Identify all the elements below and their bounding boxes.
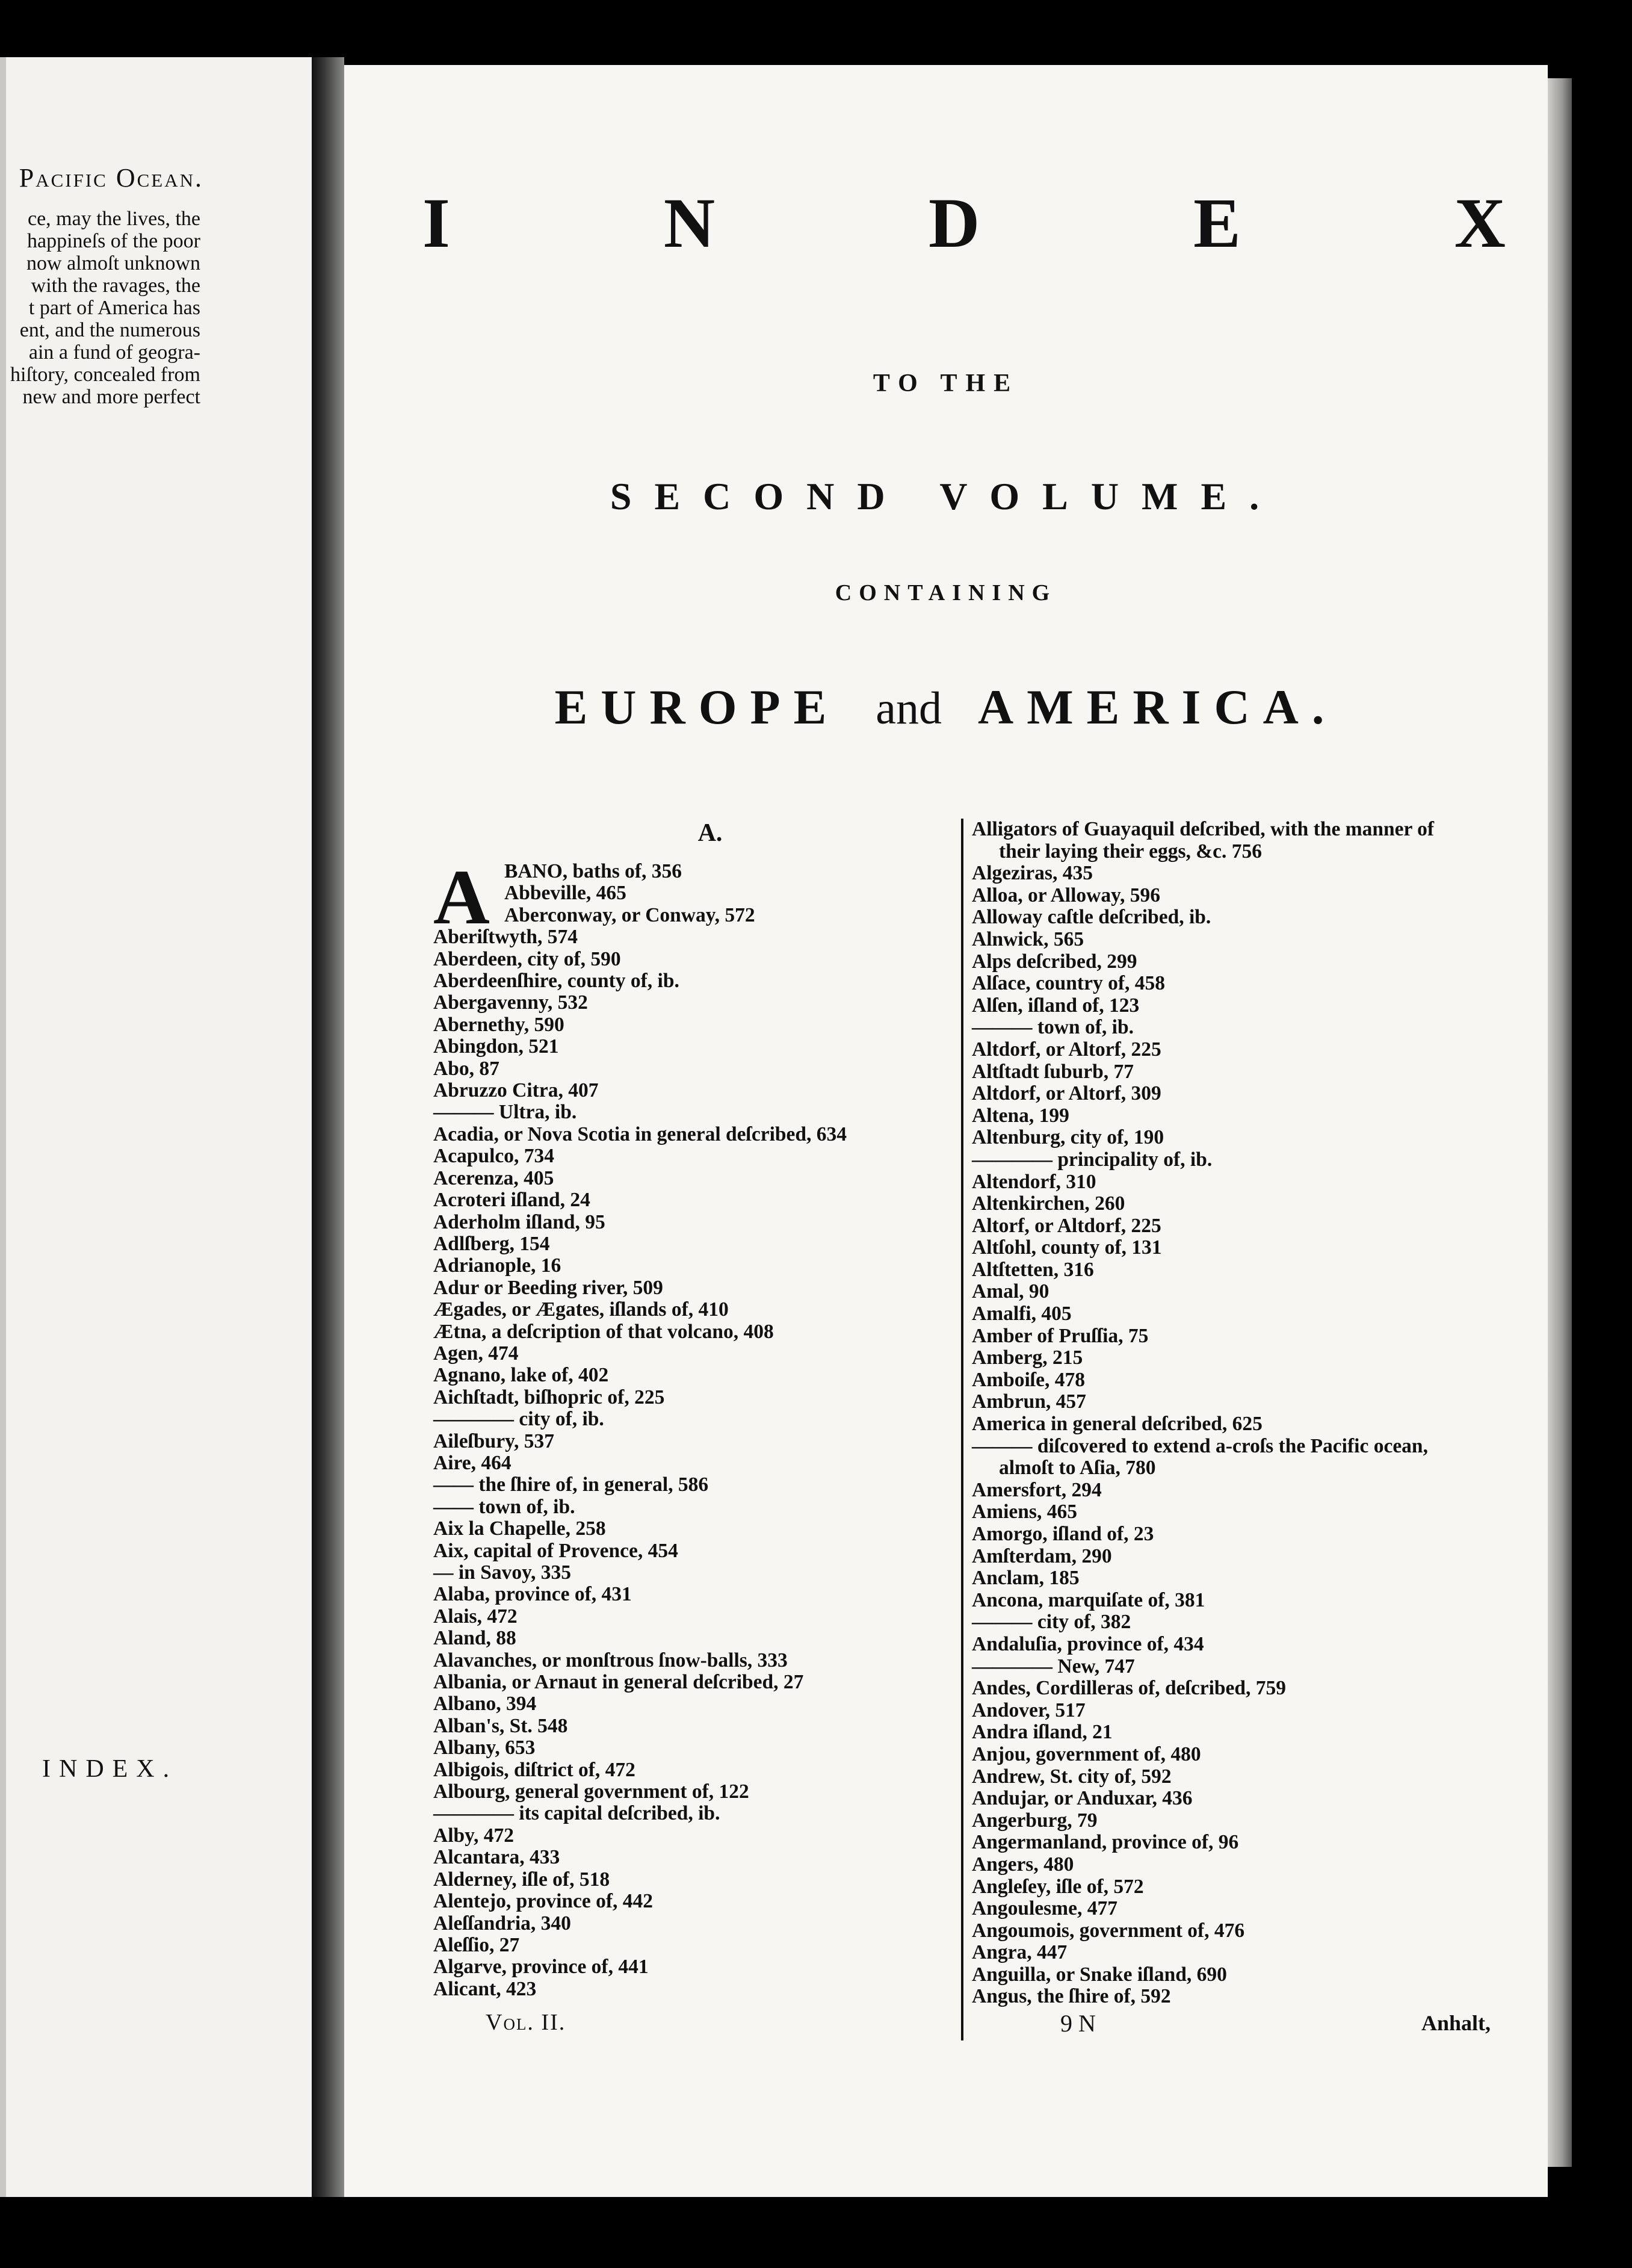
text-line: hiſtory, concealed from: [10, 364, 200, 386]
index-entry: Aileſbury, 537: [433, 1430, 555, 1452]
text-line: new and more perfect: [22, 386, 200, 408]
index-entry: ———— New, 747: [972, 1655, 1135, 1678]
index-entry: Altſohl, county of, 131: [972, 1236, 1162, 1259]
index-entry: Aichſtadt, biſhopric of, 225: [433, 1386, 665, 1408]
index-entry: almoſt to Aſia, 780: [999, 1457, 1156, 1479]
index-entry: Abingdon, 521: [433, 1035, 559, 1058]
index-entry: ———— city of, ib.: [433, 1408, 604, 1431]
index-entry: Amalfi, 405: [972, 1303, 1072, 1325]
index-entry: Albany, 653: [433, 1737, 536, 1759]
index-entry: Aleſſio, 27: [433, 1933, 520, 1956]
index-entry: Adlſberg, 154: [433, 1232, 550, 1255]
index-entry: Amber of Pruſſia, 75: [972, 1324, 1149, 1347]
index-entry: Angermanland, province of, 96: [972, 1831, 1239, 1854]
text-line: ain a fund of geogra-: [28, 341, 200, 364]
index-entry: Aberiſtwyth, 574: [433, 926, 578, 949]
text-line: ce, may the lives, the: [27, 208, 200, 230]
index-entry: Aberconway, or Conway, 572: [504, 903, 755, 926]
entry-list-left: [433, 854, 915, 2000]
index-entry: Andaluſia, province of, 434: [972, 1632, 1204, 1655]
index-entry: Abruzzo Citra, 407: [433, 1079, 599, 1102]
index-entry: Angleſey, iſle of, 572: [972, 1875, 1144, 1898]
index-entry: Angra, 447: [972, 1941, 1068, 1964]
index-page: [344, 65, 1548, 2197]
index-entry: Altenburg, city of, 190: [972, 1126, 1164, 1149]
title-letter: I: [422, 184, 450, 262]
index-entry: Alby, 472: [433, 1824, 515, 1847]
index-entry: Altſtadt ſuburb, 77: [972, 1060, 1134, 1083]
index-entry: Altdorf, or Altorf, 309: [972, 1082, 1161, 1105]
subtitle-america: AMERICA.: [978, 680, 1338, 734]
index-entry: Aleſſandria, 340: [433, 1912, 571, 1935]
index-entry: Anclam, 185: [972, 1567, 1080, 1590]
index-entry: Alban's, St. 548: [433, 1714, 568, 1737]
index-entry: Alais, 472: [433, 1605, 518, 1628]
index-entry: Amorgo, iſland of, 23: [972, 1523, 1154, 1545]
index-entry: Aderholm iſland, 95: [433, 1210, 605, 1233]
index-entry: Alcantara, 433: [433, 1846, 560, 1869]
index-entry: Abernethy, 590: [433, 1013, 564, 1036]
index-entry: Altdorf, or Altorf, 225: [972, 1038, 1161, 1061]
subtitle-and: and: [876, 683, 942, 734]
index-entry: ——— town of, ib.: [972, 1016, 1134, 1039]
index-entry: Altenkirchen, 260: [972, 1192, 1125, 1215]
index-entry: Ætna, a deſcription of that volcano, 408: [433, 1320, 774, 1343]
title-letter: D: [928, 184, 980, 262]
title-letter: N: [663, 184, 716, 262]
index-entry: Albania, or Arnaut in general deſcribed, 27: [433, 1671, 804, 1694]
index-entry: Algeziras, 435: [972, 862, 1093, 885]
index-entry: Alavanches, or monſtrous ſnow-balls, 333: [433, 1649, 788, 1672]
previous-page-catchword: INDEX.: [42, 1755, 178, 1783]
index-entry: Abo, 87: [433, 1057, 499, 1080]
index-entry: Amberg, 215: [972, 1346, 1083, 1369]
index-entry: Alentejo, province of, 442: [433, 1890, 654, 1913]
subtitle-europe-america: [344, 679, 1548, 736]
previous-page: [0, 57, 312, 2197]
text-line: with the ravages, the: [31, 274, 200, 297]
index-entry: Aberdeen, city of, 590: [433, 947, 621, 970]
drop-cap: A: [433, 854, 490, 941]
title-letter: X: [1454, 184, 1506, 262]
index-entry: Albourg, general government of, 122: [433, 1780, 749, 1803]
index-entry: Alicant, 423: [433, 1977, 537, 2000]
index-entry: Ægades, or Ægates, iſlands of, 410: [433, 1298, 729, 1321]
index-entry: Abergavenny, 532: [433, 991, 588, 1014]
page-fore-edge: [1548, 78, 1572, 2167]
index-entry: Alſace, country of, 458: [972, 972, 1165, 995]
text-line: now almoſt unknown: [26, 252, 200, 274]
index-entry: ———— its capital deſcribed, ib.: [433, 1802, 720, 1825]
index-entry: ———— principality of, ib.: [972, 1148, 1213, 1171]
entries-left: [433, 854, 915, 2000]
index-entry: Acapulco, 734: [433, 1145, 554, 1168]
index-entry: —— the ſhire of, in general, 586: [433, 1473, 709, 1496]
index-entry: Aland, 88: [433, 1627, 516, 1650]
subtitle-to-the: TO THE: [873, 370, 1019, 397]
title-letter: E: [1193, 184, 1241, 262]
index-entry: Acroteri iſland, 24: [433, 1189, 590, 1212]
index-entry: Alnwick, 565: [972, 928, 1084, 950]
gathering-mark: 9 N: [1060, 2010, 1096, 2037]
index-entry: — in Savoy, 335: [433, 1561, 571, 1584]
index-entry: Aire, 464: [433, 1451, 512, 1474]
text-line: happineſs of the poor: [27, 230, 200, 252]
index-entry: Abbeville, 465: [504, 882, 626, 905]
index-entry: Amersfort, 294: [972, 1478, 1102, 1501]
book-gutter: [312, 57, 344, 2197]
index-entry: Andrew, St. city of, 592: [972, 1765, 1172, 1788]
index-entry: Angoumois, government of, 476: [972, 1919, 1245, 1942]
previous-page-text: [0, 208, 200, 408]
index-entry: Angers, 480: [972, 1853, 1074, 1876]
index-entry: BANO, baths of, 356: [504, 860, 682, 882]
text-line: ent, and the numerous: [19, 319, 200, 341]
index-entry: Andra iſland, 21: [972, 1721, 1113, 1744]
subtitle-second-volume: SECOND VOLUME.: [610, 475, 1282, 518]
section-letter: A.: [697, 819, 723, 847]
index-entry: Altena, 199: [972, 1104, 1069, 1127]
index-entry: ——— Ultra, ib.: [433, 1101, 577, 1124]
index-entry: Amal, 90: [972, 1280, 1049, 1303]
index-entry: Alps deſcribed, 299: [972, 950, 1137, 973]
index-entry: Agnano, lake of, 402: [433, 1364, 609, 1387]
index-entry: America in general deſcribed, 625: [972, 1413, 1263, 1436]
index-entry: their laying their eggs, &c. 756: [999, 840, 1263, 863]
index-entry: Acadia, or Nova Scotia in general deſcribed, 634: [433, 1123, 847, 1145]
index-entry: Alſen, iſland of, 123: [972, 994, 1140, 1017]
index-entry: Andover, 517: [972, 1699, 1086, 1721]
index-entry: Angus, the ſhire of, 592: [972, 1985, 1171, 2008]
index-entry: Anguilla, or Snake iſland, 690: [972, 1963, 1227, 1986]
index-entry: Andes, Cordilleras of, deſcribed, 759: [972, 1677, 1287, 1700]
volume-signature: Vol. II.: [486, 2010, 566, 2035]
index-column-left: [433, 819, 915, 2000]
index-entry: ——— diſcovered to extend a-croſs the Pacific ocean,: [972, 1434, 1428, 1457]
index-entry: Altendorf, 310: [972, 1170, 1096, 1193]
index-entry: ——— city of, 382: [972, 1611, 1131, 1634]
index-entry: Altorf, or Altdorf, 225: [972, 1214, 1161, 1237]
index-entry: Aberdeenſhire, county of, ib.: [433, 970, 679, 993]
index-entry: Alloway caſtle deſcribed, ib.: [972, 906, 1211, 929]
index-entry: Albigois, diſtrict of, 472: [433, 1758, 635, 1781]
entry-list-right: [972, 819, 1550, 2008]
index-entry: Alligators of Guayaquil deſcribed, with the manner of: [972, 818, 1435, 840]
index-entry: Alloa, or Alloway, 596: [972, 884, 1160, 906]
index-entry: Algarve, province of, 441: [433, 1956, 649, 1978]
index-entry: Acerenza, 405: [433, 1167, 554, 1189]
index-entry: Aix la Chapelle, 258: [433, 1517, 606, 1540]
catchword: Anhalt,: [1421, 2011, 1491, 2035]
index-entry: Adrianople, 16: [433, 1254, 561, 1277]
index-entry: Amboiſe, 478: [972, 1368, 1085, 1391]
index-entry: Alaba, province of, 431: [433, 1583, 632, 1606]
index-entry: Agen, 474: [433, 1342, 519, 1365]
index-entry: Andujar, or Anduxar, 436: [972, 1787, 1193, 1810]
page-title-index: [416, 182, 1506, 264]
text-line: t part of America has: [28, 297, 200, 319]
index-entry: Ancona, marquiſate of, 381: [972, 1588, 1205, 1611]
index-entry: Adur or Beeding river, 509: [433, 1276, 663, 1299]
index-entry: Anjou, government of, 480: [972, 1743, 1201, 1765]
running-head: Pacific Ocean.: [19, 163, 203, 193]
index-entry: Angoulesme, 477: [972, 1897, 1117, 1920]
index-entry: Altſtetten, 316: [972, 1258, 1094, 1281]
subtitle-containing: CONTAINING: [835, 580, 1057, 606]
index-column-right: [961, 819, 1550, 2040]
index-entry: —— town of, ib.: [433, 1495, 575, 1518]
index-entry: Amſterdam, 290: [972, 1545, 1112, 1567]
index-entry: Albano, 394: [433, 1693, 537, 1715]
index-entry: Angerburg, 79: [972, 1809, 1098, 1832]
index-entry: Amiens, 465: [972, 1501, 1077, 1523]
subtitle-europe: EUROPE: [554, 680, 840, 734]
index-entry: Aix, capital of Provence, 454: [433, 1539, 678, 1562]
index-entry: Ambrun, 457: [972, 1390, 1086, 1413]
index-entry: Alderney, iſle of, 518: [433, 1868, 610, 1891]
